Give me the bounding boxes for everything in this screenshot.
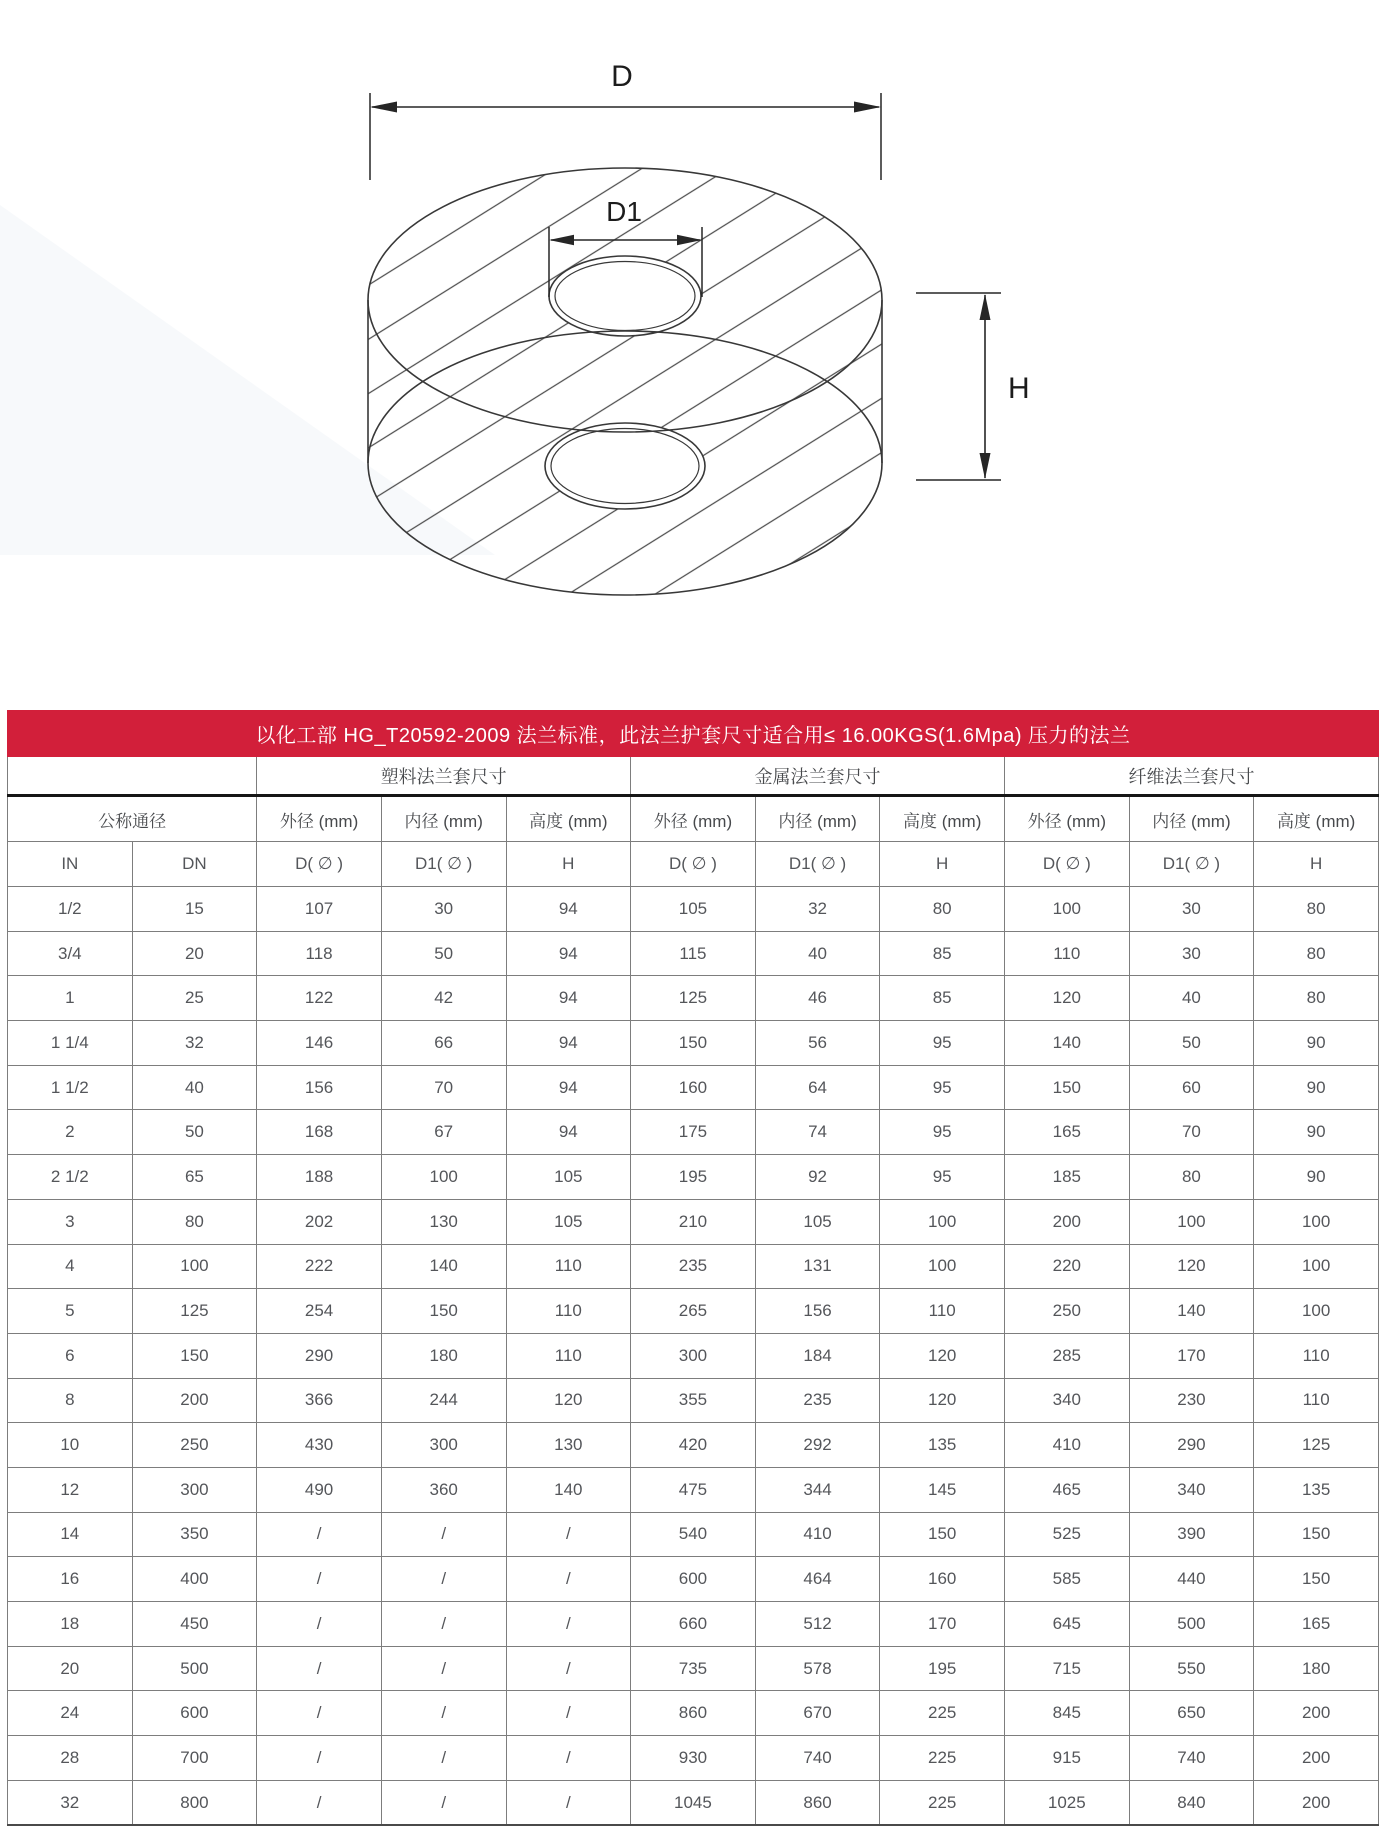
dimension-label-d: D: [611, 60, 633, 93]
table-cell: 578: [755, 1646, 880, 1691]
unit-in: IN: [8, 842, 133, 887]
table-cell: 10: [8, 1423, 133, 1468]
unit-dn: DN: [132, 842, 257, 887]
col-header-height: 高度 (mm): [880, 796, 1005, 842]
table-cell: 650: [1129, 1691, 1254, 1736]
table-cell: 100: [880, 1199, 1005, 1244]
table-cell: 110: [506, 1333, 631, 1378]
table-cell: 120: [880, 1333, 1005, 1378]
table-cell: 200: [1005, 1199, 1130, 1244]
table-cell: 390: [1129, 1512, 1254, 1557]
table-cell: 230: [1129, 1378, 1254, 1423]
table-cell: 20: [132, 931, 257, 976]
table-row: [8, 1646, 1379, 1691]
table-cell: 195: [631, 1155, 756, 1200]
table-row: [8, 1244, 1379, 1289]
table-cell: 100: [132, 1244, 257, 1289]
table-cell: 150: [1254, 1557, 1379, 1602]
table-cell: /: [257, 1602, 382, 1647]
table-cell: 200: [1254, 1736, 1379, 1781]
table-row: [8, 1289, 1379, 1334]
flange-spec-table: [7, 757, 1379, 1826]
table-cell: 355: [631, 1378, 756, 1423]
table-cell: 94: [506, 1110, 631, 1155]
table-cell: 40: [755, 931, 880, 976]
table-cell: 100: [880, 1244, 1005, 1289]
table-cell: 66: [381, 1021, 506, 1066]
table-cell: 110: [506, 1244, 631, 1289]
table-cell: 195: [880, 1646, 1005, 1691]
table-cell: 70: [1129, 1110, 1254, 1155]
table-cell: 300: [381, 1423, 506, 1468]
table-cell: 50: [381, 931, 506, 976]
col-header-id: 内径 (mm): [381, 796, 506, 842]
table-cell: 100: [1254, 1244, 1379, 1289]
table-cell: 140: [506, 1467, 631, 1512]
table-cell: /: [381, 1780, 506, 1825]
table-cell: 512: [755, 1602, 880, 1647]
table-cell: 90: [1254, 1155, 1379, 1200]
col-header-id: 内径 (mm): [1129, 796, 1254, 842]
dimension-label-h: H: [1008, 372, 1030, 405]
table-cell: 1: [8, 976, 133, 1021]
table-cell: 16: [8, 1557, 133, 1602]
table-cell: 20: [8, 1646, 133, 1691]
table-cell: 120: [1129, 1244, 1254, 1289]
table-cell: 165: [1254, 1602, 1379, 1647]
table-cell: 440: [1129, 1557, 1254, 1602]
table-cell: 202: [257, 1199, 382, 1244]
table-cell: 15: [132, 887, 257, 932]
table-row: [8, 1691, 1379, 1736]
table-cell: 90: [1254, 1021, 1379, 1066]
table-cell: 95: [880, 1065, 1005, 1110]
table-cell: 292: [755, 1423, 880, 1468]
table-cell: 344: [755, 1467, 880, 1512]
table-cell: 92: [755, 1155, 880, 1200]
table-cell: /: [257, 1557, 382, 1602]
table-cell: /: [257, 1512, 382, 1557]
table-cell: 360: [381, 1467, 506, 1512]
table-cell: 420: [631, 1423, 756, 1468]
table-cell: 184: [755, 1333, 880, 1378]
table-cell: 1045: [631, 1780, 756, 1825]
table-cell: 300: [631, 1333, 756, 1378]
table-cell: /: [506, 1780, 631, 1825]
table-cell: 168: [257, 1110, 382, 1155]
table-cell: 170: [880, 1602, 1005, 1647]
table-cell: 95: [880, 1021, 1005, 1066]
table-cell: 1 1/2: [8, 1065, 133, 1110]
table-cell: 30: [381, 887, 506, 932]
table-cell: 156: [755, 1289, 880, 1334]
table-cell: 235: [631, 1244, 756, 1289]
flange-guard-diagram: [0, 0, 1386, 710]
table-cell: 860: [631, 1691, 756, 1736]
table-cell: 156: [257, 1065, 382, 1110]
table-cell: 80: [1254, 931, 1379, 976]
table-cell: 550: [1129, 1646, 1254, 1691]
table-cell: 465: [1005, 1467, 1130, 1512]
table-cell: 585: [1005, 1557, 1130, 1602]
table-cell: 175: [631, 1110, 756, 1155]
table-cell: 200: [1254, 1691, 1379, 1736]
table-cell: /: [257, 1691, 382, 1736]
table-cell: 500: [132, 1646, 257, 1691]
table-cell: 32: [132, 1021, 257, 1066]
table-cell: /: [381, 1602, 506, 1647]
table-cell: 165: [1005, 1110, 1130, 1155]
table-row: [8, 1602, 1379, 1647]
table-cell: 110: [1254, 1378, 1379, 1423]
table-cell: 105: [506, 1155, 631, 1200]
table-cell: 290: [257, 1333, 382, 1378]
table-cell: 3: [8, 1199, 133, 1244]
table-cell: 1 1/4: [8, 1021, 133, 1066]
table-cell: 80: [1129, 1155, 1254, 1200]
table-cell: 740: [755, 1736, 880, 1781]
table-cell: 600: [631, 1557, 756, 1602]
unit-d: D( ∅ ): [1005, 842, 1130, 887]
table-cell: 95: [880, 1110, 1005, 1155]
table-cell: 122: [257, 976, 382, 1021]
table-cell: 120: [506, 1378, 631, 1423]
table-cell: 145: [880, 1467, 1005, 1512]
table-cell: 225: [880, 1691, 1005, 1736]
table-cell: 94: [506, 1021, 631, 1066]
table-cell: 110: [1005, 931, 1130, 976]
table-row: [8, 1557, 1379, 1602]
table-cell: 715: [1005, 1646, 1130, 1691]
table-cell: 3/4: [8, 931, 133, 976]
table-cell: 85: [880, 931, 1005, 976]
table-cell: 930: [631, 1736, 756, 1781]
table-cell: 6: [8, 1333, 133, 1378]
table-cell: 125: [132, 1289, 257, 1334]
table-cell: /: [257, 1780, 382, 1825]
table-cell: 14: [8, 1512, 133, 1557]
table-cell: /: [506, 1646, 631, 1691]
table-cell: 450: [132, 1602, 257, 1647]
table-cell: 32: [8, 1780, 133, 1825]
table-cell: 540: [631, 1512, 756, 1557]
table-cell: 130: [381, 1199, 506, 1244]
table-row: [8, 1736, 1379, 1781]
table-cell: 100: [381, 1155, 506, 1200]
table-cell: 1025: [1005, 1780, 1130, 1825]
table-cell: 110: [1254, 1333, 1379, 1378]
table-cell: /: [506, 1512, 631, 1557]
table-cell: 200: [132, 1378, 257, 1423]
table-cell: 410: [755, 1512, 880, 1557]
unit-d: D( ∅ ): [257, 842, 382, 887]
table-cell: 135: [880, 1423, 1005, 1468]
table-cell: 94: [506, 976, 631, 1021]
table-cell: 30: [1129, 887, 1254, 932]
table-cell: 250: [132, 1423, 257, 1468]
table-cell: 200: [1254, 1780, 1379, 1825]
table-row: [8, 1333, 1379, 1378]
table-row: [8, 1423, 1379, 1468]
dimension-h: [916, 293, 1001, 480]
table-cell: 110: [506, 1289, 631, 1334]
dimension-label-d1: D1: [606, 196, 642, 227]
table-cell: 70: [381, 1065, 506, 1110]
table-row: [8, 1199, 1379, 1244]
dimension-d: [370, 93, 881, 180]
table-cell: 235: [755, 1378, 880, 1423]
table-cell: 340: [1005, 1378, 1130, 1423]
table-cell: 100: [1254, 1199, 1379, 1244]
table-cell: 80: [1254, 976, 1379, 1021]
group-header-row: [8, 757, 1379, 796]
table-cell: 290: [1129, 1423, 1254, 1468]
table-cell: 340: [1129, 1467, 1254, 1512]
unit-d: D( ∅ ): [631, 842, 756, 887]
table-cell: 8: [8, 1378, 133, 1423]
col-header-od: 外径 (mm): [631, 796, 756, 842]
table-cell: 115: [631, 931, 756, 976]
table-row: [8, 1780, 1379, 1825]
table-cell: 660: [631, 1602, 756, 1647]
table-cell: 40: [1129, 976, 1254, 1021]
table-row: [8, 1155, 1379, 1200]
table-cell: /: [506, 1736, 631, 1781]
standard-banner-text: 以化工部 HG_T20592-2009 法兰标准，此法兰护套尺寸适合用≤ 16.00KGS(1.6Mpa) 压力的法兰: [255, 725, 1131, 747]
spec-table-body: [8, 887, 1379, 1826]
table-cell: 12: [8, 1467, 133, 1512]
table-cell: 150: [1254, 1512, 1379, 1557]
table-cell: 600: [132, 1691, 257, 1736]
unit-d1: D1( ∅ ): [1129, 842, 1254, 887]
table-cell: 5: [8, 1289, 133, 1334]
table-cell: 64: [755, 1065, 880, 1110]
table-cell: 90: [1254, 1065, 1379, 1110]
table-cell: 188: [257, 1155, 382, 1200]
table-cell: 160: [880, 1557, 1005, 1602]
table-cell: 32: [755, 887, 880, 932]
table-cell: 94: [506, 1065, 631, 1110]
table-cell: 140: [1005, 1021, 1130, 1066]
table-cell: 107: [257, 887, 382, 932]
table-cell: 860: [755, 1780, 880, 1825]
table-row: [8, 976, 1379, 1021]
table-cell: 670: [755, 1691, 880, 1736]
table-cell: 740: [1129, 1736, 1254, 1781]
table-cell: 118: [257, 931, 382, 976]
table-cell: 430: [257, 1423, 382, 1468]
col-header-od: 外径 (mm): [257, 796, 382, 842]
table-cell: /: [257, 1646, 382, 1691]
unit-d1: D1( ∅ ): [755, 842, 880, 887]
table-cell: 225: [880, 1736, 1005, 1781]
table-cell: 60: [1129, 1065, 1254, 1110]
table-cell: 94: [506, 887, 631, 932]
table-row: [8, 1467, 1379, 1512]
group-header-fiber: 纤维法兰套尺寸: [1005, 757, 1379, 796]
table-row: [8, 1512, 1379, 1557]
table-cell: 131: [755, 1244, 880, 1289]
table-cell: 490: [257, 1467, 382, 1512]
nominal-diameter-header: 公称通径: [8, 796, 257, 842]
table-cell: 80: [880, 887, 1005, 932]
table-cell: 366: [257, 1378, 382, 1423]
table-cell: 135: [1254, 1467, 1379, 1512]
col-header-height: 高度 (mm): [1254, 796, 1379, 842]
table-cell: 700: [132, 1736, 257, 1781]
table-cell: 254: [257, 1289, 382, 1334]
table-cell: 464: [755, 1557, 880, 1602]
table-cell: 150: [1005, 1065, 1130, 1110]
table-cell: 125: [631, 976, 756, 1021]
table-cell: 30: [1129, 931, 1254, 976]
table-row: [8, 931, 1379, 976]
table-cell: 220: [1005, 1244, 1130, 1289]
unit-h: H: [1254, 842, 1379, 887]
col-header-height: 高度 (mm): [506, 796, 631, 842]
table-cell: 250: [1005, 1289, 1130, 1334]
table-cell: 185: [1005, 1155, 1130, 1200]
table-row: [8, 1021, 1379, 1066]
table-cell: 140: [1129, 1289, 1254, 1334]
table-cell: 180: [1254, 1646, 1379, 1691]
table-cell: 244: [381, 1378, 506, 1423]
table-cell: 67: [381, 1110, 506, 1155]
table-cell: 100: [1005, 887, 1130, 932]
table-cell: 410: [1005, 1423, 1130, 1468]
sub-header-row: [8, 796, 1379, 842]
col-header-id: 内径 (mm): [755, 796, 880, 842]
table-row: [8, 887, 1379, 932]
table-cell: 1/2: [8, 887, 133, 932]
col-header-od: 外径 (mm): [1005, 796, 1130, 842]
table-cell: 300: [132, 1467, 257, 1512]
table-cell: 150: [132, 1333, 257, 1378]
table-cell: 150: [381, 1289, 506, 1334]
table-cell: 74: [755, 1110, 880, 1155]
table-cell: 2 1/2: [8, 1155, 133, 1200]
table-cell: 50: [1129, 1021, 1254, 1066]
table-cell: 95: [880, 1155, 1005, 1200]
table-cell: /: [381, 1557, 506, 1602]
group-header-metal: 金属法兰套尺寸: [631, 757, 1005, 796]
table-cell: /: [506, 1602, 631, 1647]
table-cell: 475: [631, 1467, 756, 1512]
table-cell: 18: [8, 1602, 133, 1647]
table-cell: 150: [631, 1021, 756, 1066]
table-cell: 500: [1129, 1602, 1254, 1647]
table-cell: /: [381, 1646, 506, 1691]
unit-d1: D1( ∅ ): [381, 842, 506, 887]
table-cell: 735: [631, 1646, 756, 1691]
table-cell: 915: [1005, 1736, 1130, 1781]
table-cell: 80: [132, 1199, 257, 1244]
table-row: [8, 1110, 1379, 1155]
table-cell: 120: [1005, 976, 1130, 1021]
table-cell: 170: [1129, 1333, 1254, 1378]
table-cell: 105: [755, 1199, 880, 1244]
table-cell: 4: [8, 1244, 133, 1289]
table-cell: 50: [132, 1110, 257, 1155]
table-cell: 146: [257, 1021, 382, 1066]
table-cell: 100: [1129, 1199, 1254, 1244]
group-header-plastic: 塑料法兰套尺寸: [257, 757, 631, 796]
table-cell: 265: [631, 1289, 756, 1334]
table-cell: /: [257, 1736, 382, 1781]
table-cell: 845: [1005, 1691, 1130, 1736]
table-cell: /: [506, 1557, 631, 1602]
table-cell: 24: [8, 1691, 133, 1736]
table-cell: 110: [880, 1289, 1005, 1334]
table-cell: 840: [1129, 1780, 1254, 1825]
table-cell: 42: [381, 976, 506, 1021]
table-cell: 120: [880, 1378, 1005, 1423]
table-cell: 80: [1254, 887, 1379, 932]
table-cell: /: [381, 1691, 506, 1736]
table-cell: 645: [1005, 1602, 1130, 1647]
table-cell: 800: [132, 1780, 257, 1825]
group-header-nominal: [8, 757, 257, 796]
table-cell: 40: [132, 1065, 257, 1110]
table-row: [8, 1378, 1379, 1423]
table-cell: 25: [132, 976, 257, 1021]
table-cell: 210: [631, 1199, 756, 1244]
table-cell: 2: [8, 1110, 133, 1155]
table-cell: /: [506, 1691, 631, 1736]
table-cell: 90: [1254, 1110, 1379, 1155]
table-cell: 94: [506, 931, 631, 976]
table-cell: /: [381, 1512, 506, 1557]
table-cell: 225: [880, 1780, 1005, 1825]
table-cell: /: [381, 1736, 506, 1781]
table-cell: 28: [8, 1736, 133, 1781]
table-cell: 85: [880, 976, 1005, 1021]
unit-header-row: [8, 842, 1379, 887]
table-cell: 125: [1254, 1423, 1379, 1468]
unit-h: H: [880, 842, 1005, 887]
table-cell: 350: [132, 1512, 257, 1557]
table-cell: 150: [880, 1512, 1005, 1557]
table-cell: 100: [1254, 1289, 1379, 1334]
table-cell: 105: [506, 1199, 631, 1244]
table-cell: 525: [1005, 1512, 1130, 1557]
table-cell: 140: [381, 1244, 506, 1289]
table-cell: 65: [132, 1155, 257, 1200]
unit-h: H: [506, 842, 631, 887]
table-cell: 222: [257, 1244, 382, 1289]
table-cell: 160: [631, 1065, 756, 1110]
table-cell: 105: [631, 887, 756, 932]
table-cell: 56: [755, 1021, 880, 1066]
table-cell: 285: [1005, 1333, 1130, 1378]
standard-banner: [7, 710, 1379, 757]
table-cell: 46: [755, 976, 880, 1021]
table-cell: 180: [381, 1333, 506, 1378]
table-cell: 130: [506, 1423, 631, 1468]
table-cell: 400: [132, 1557, 257, 1602]
flange-guard-drawing: [0, 0, 1386, 710]
table-row: [8, 1065, 1379, 1110]
